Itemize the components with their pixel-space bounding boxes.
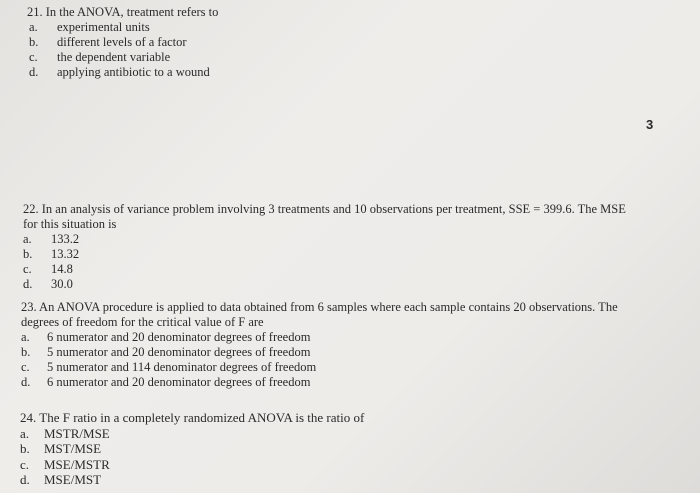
option-letter: b. bbox=[20, 441, 30, 456]
question-23 bbox=[21, 300, 681, 390]
option-letter: a. bbox=[29, 20, 38, 34]
question-24-option-b bbox=[20, 441, 364, 457]
option-text: MST/MSE bbox=[44, 441, 102, 456]
page-number: 3 bbox=[646, 117, 654, 132]
question-21-option-c bbox=[27, 50, 218, 65]
question-23-stem-line-1: 23. An ANOVA procedure is applied to data obtained from 6 samples where each sample contains 20 observations. The bbox=[21, 300, 618, 314]
question-24-option-d bbox=[20, 472, 364, 488]
question-22-option-b bbox=[23, 247, 683, 262]
question-23-stem-line-2: degrees of freedom for the critical value of F are bbox=[21, 315, 264, 329]
question-24 bbox=[20, 410, 364, 488]
question-22-option-d bbox=[23, 277, 683, 292]
option-letter: b. bbox=[29, 35, 39, 49]
option-text: experimental units bbox=[57, 20, 150, 34]
question-21 bbox=[27, 5, 218, 80]
question-23-option-b bbox=[21, 345, 681, 360]
option-text: 30.0 bbox=[51, 277, 73, 291]
question-22-option-c bbox=[23, 262, 683, 277]
option-text: the dependent variable bbox=[57, 50, 171, 64]
question-24-option-c bbox=[20, 457, 364, 473]
option-letter: c. bbox=[20, 456, 30, 472]
option-letter: c. bbox=[23, 262, 32, 276]
question-23-option-d bbox=[21, 375, 681, 390]
option-letter: c. bbox=[29, 50, 38, 64]
option-letter: b. bbox=[23, 247, 33, 261]
option-text: 5 numerator and 20 denominator degrees of freedom bbox=[47, 345, 311, 359]
question-21-option-b bbox=[27, 35, 218, 50]
option-letter: a. bbox=[20, 425, 30, 441]
question-21-stem: 21. In the ANOVA, treatment refers to bbox=[27, 5, 219, 19]
option-letter: d. bbox=[20, 472, 30, 487]
question-22-stem-line-2: for this situation is bbox=[23, 217, 117, 231]
question-22-stem-line-1: 22. In an analysis of variance problem involving 3 treatments and 10 observations per treatment, SSE = 399.6. The MSE bbox=[23, 202, 626, 216]
option-letter: b. bbox=[21, 345, 31, 359]
option-text: different levels of a factor bbox=[57, 35, 187, 49]
question-23-option-c bbox=[21, 360, 681, 375]
option-text: MSE/MST bbox=[44, 472, 102, 487]
option-letter: d. bbox=[29, 65, 39, 79]
option-letter: d. bbox=[23, 277, 33, 291]
option-text: 6 numerator and 20 denominator degrees of freedom bbox=[47, 375, 311, 389]
option-text: 14.8 bbox=[51, 262, 73, 276]
option-letter: a. bbox=[21, 330, 30, 344]
question-22 bbox=[23, 202, 683, 292]
option-letter: c. bbox=[21, 360, 30, 374]
question-22-option-a bbox=[23, 232, 683, 247]
question-24-stem: 24. The F ratio in a completely randomized ANOVA is the ratio of bbox=[20, 410, 365, 425]
option-text: applying antibiotic to a wound bbox=[57, 65, 210, 79]
option-text: 5 numerator and 114 denominator degrees of freedom bbox=[47, 360, 317, 374]
option-letter: d. bbox=[21, 375, 31, 389]
option-text: MSTR/MSE bbox=[44, 425, 110, 441]
question-24-option-a bbox=[20, 426, 364, 442]
question-21-option-d bbox=[27, 65, 218, 80]
option-text: 133.2 bbox=[51, 232, 80, 246]
option-text: 13.32 bbox=[51, 247, 80, 261]
question-21-option-a bbox=[27, 20, 218, 35]
question-23-option-a bbox=[21, 330, 681, 345]
option-letter: a. bbox=[23, 232, 32, 246]
option-text: MSE/MSTR bbox=[44, 456, 110, 472]
option-text: 6 numerator and 20 denominator degrees of freedom bbox=[47, 330, 311, 344]
